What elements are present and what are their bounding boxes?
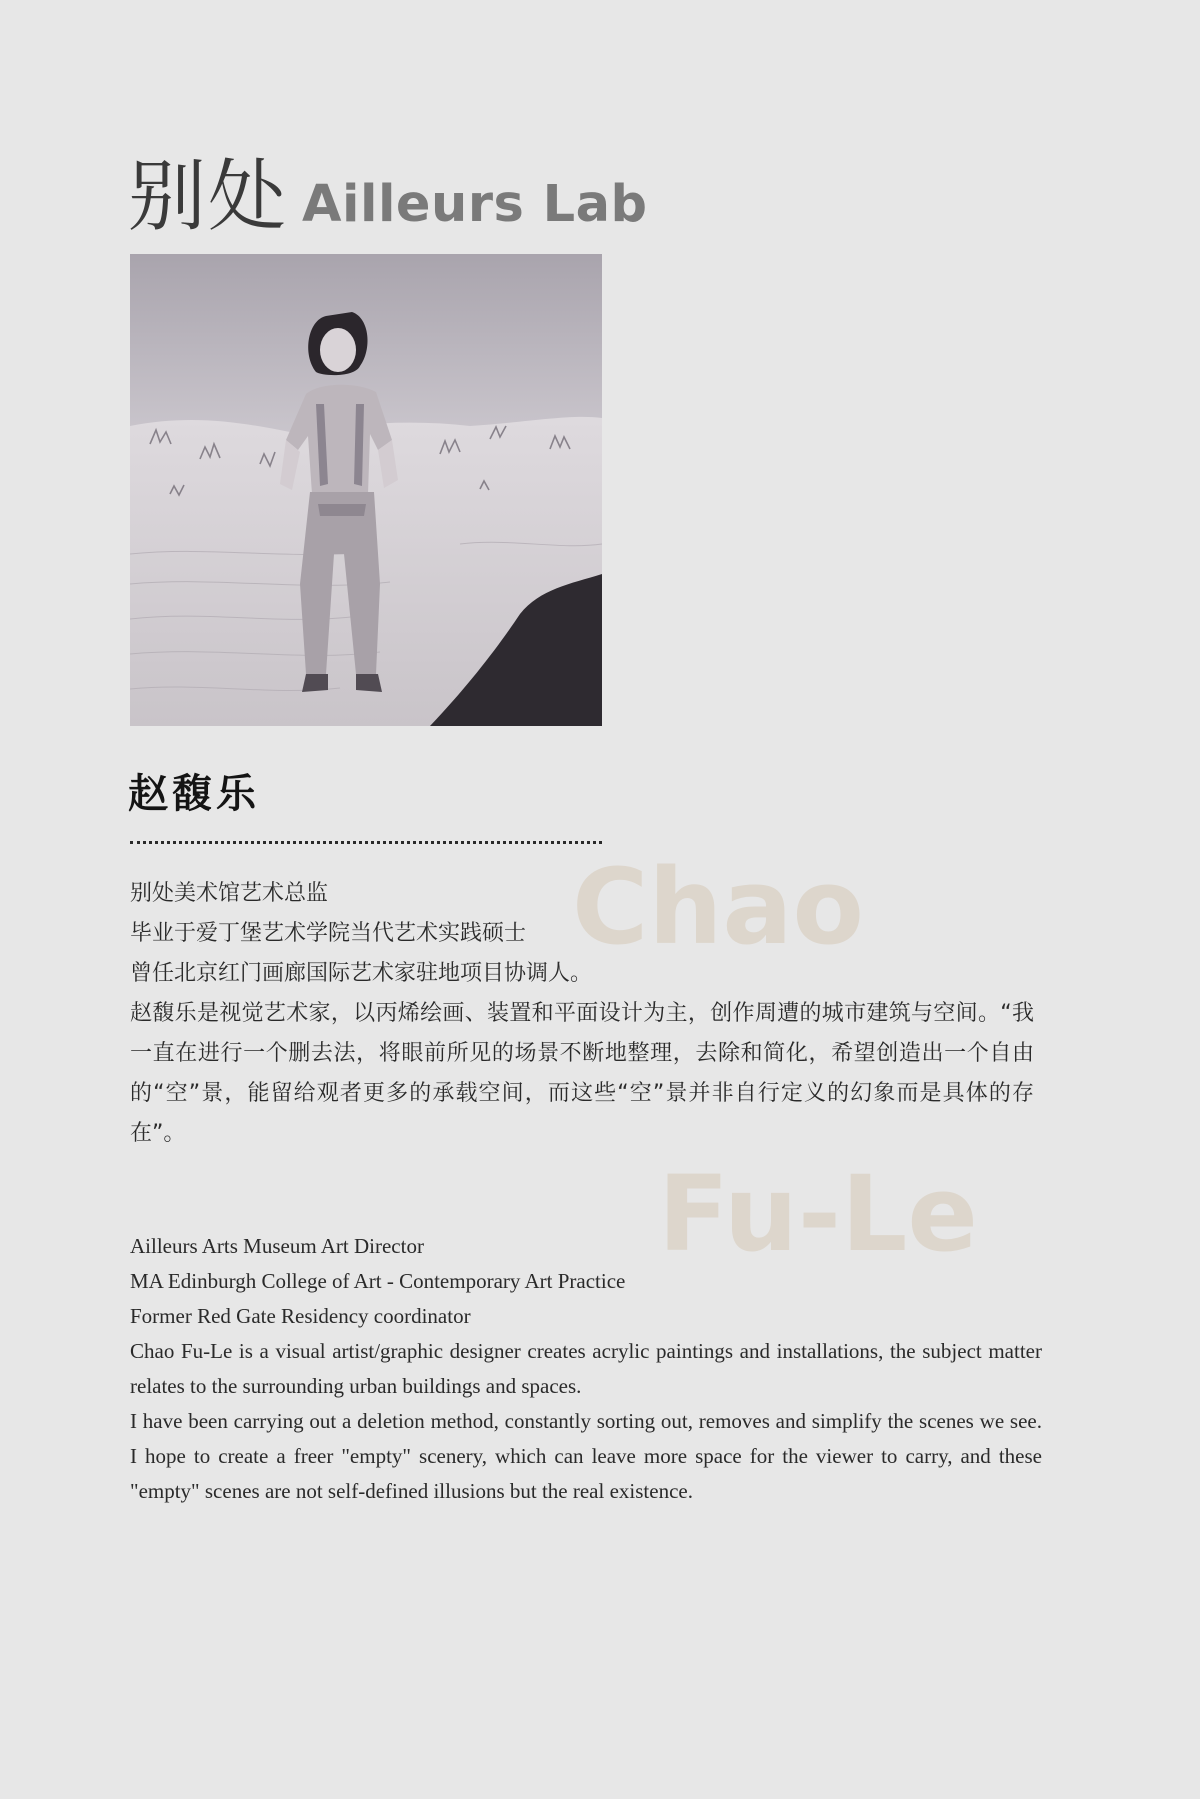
watermark-last-name: Fu-Le [658,1153,978,1275]
bio-en-line: Ailleurs Arts Museum Art Director [130,1234,424,1258]
bio-en-paragraph: I have been carrying out a deletion method, constantly sorting out, removes and simplify the scenes we see. I hope to create a freer "empty" scenery, which can leave more space for the viewer to carry, and these "empty" scenes are not self-defined illusions but the real existence. [130,1409,1042,1503]
bio-english [130,1229,1060,1509]
artist-portrait [130,254,602,726]
artist-name-cn: 赵馥乐 [128,770,260,817]
bio-cn-line: 别处美术馆艺术总监 [130,881,329,906]
portrait-illustration [130,254,602,726]
brand-name-en: Ailleurs Lab [302,175,648,234]
bio-en-paragraph: Chao Fu-Le is a visual artist/graphic designer creates acrylic paintings and installations, the subject matter relates to the surrounding urban buildings and spaces. [130,1339,1042,1398]
bio-cn-line: 曾任北京红门画廊国际艺术家驻地项目协调人。 [130,961,593,986]
bio-en-line: Former Red Gate Residency coordinator [130,1304,471,1328]
bio-en-line: MA Edinburgh College of Art - Contemporary Art Practice [130,1269,626,1293]
dotted-divider [130,841,602,844]
watermark-first-name: Chao [572,846,864,968]
bio-cn-paragraph: 赵馥乐是视觉艺术家，以丙烯绘画、装置和平面设计为主，创作周遭的城市建筑与空间。“我一直在进行一个删去法，将眼前所见的场景不断地整理，去除和简化，希望创造出一个自由的“空”景，能留给观者更多的承载空间，而这些“空”景并非自行定义的幻象而是具体的存在”。 [130,1001,1034,1146]
bio-chinese [130,874,1050,1154]
brand-name-cn: 别处 [128,152,289,242]
bio-cn-line: 毕业于爱丁堡艺术学院当代艺术实践硕士 [130,921,527,946]
brand-header [128,146,648,242]
